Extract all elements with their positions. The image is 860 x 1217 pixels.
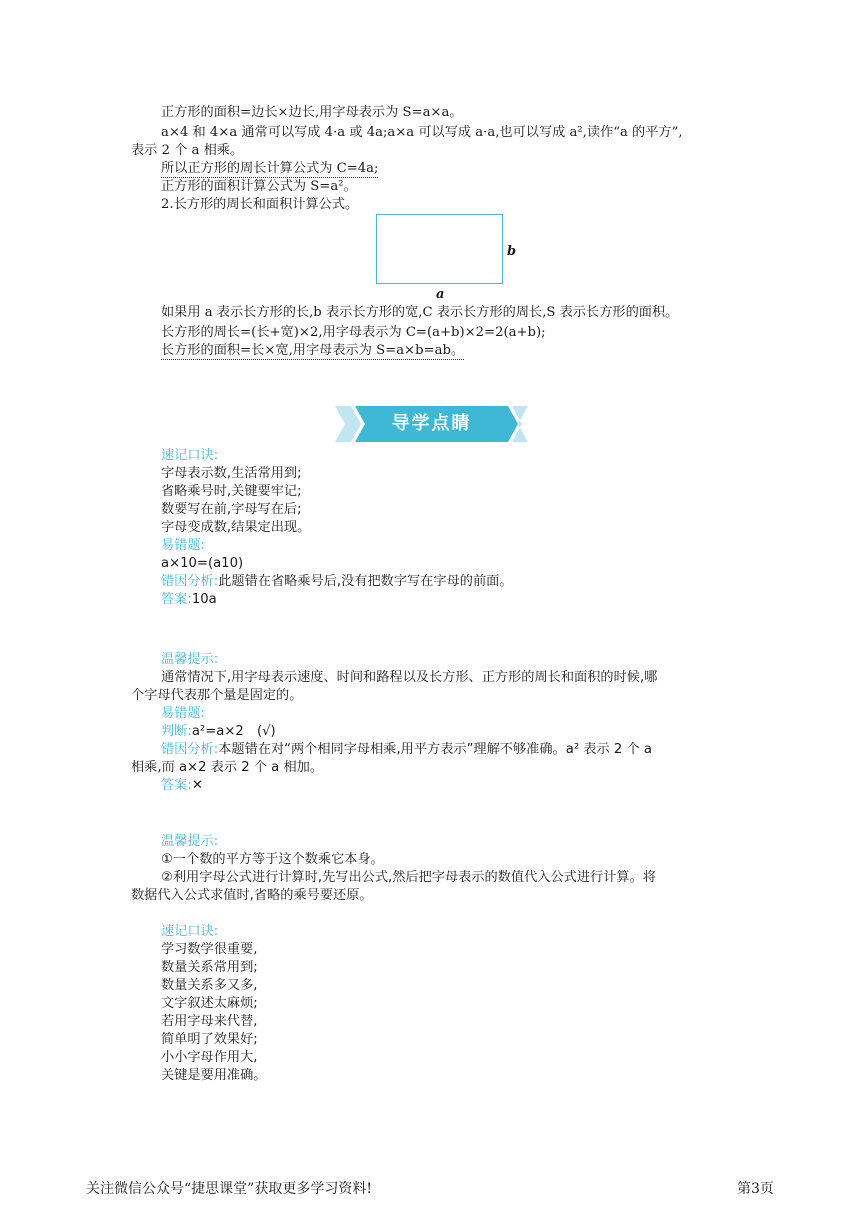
mnemonic-line: 数量关系多又多, bbox=[161, 978, 258, 993]
mnemonic-line: 关键是要用准确。 bbox=[161, 1068, 267, 1083]
footer-note: 关注微信公众号“捷思课堂”获取更多学习资料! bbox=[86, 1181, 372, 1197]
mnemonic-line: 学习数学很重要, bbox=[161, 942, 258, 957]
analysis-line bbox=[161, 741, 652, 758]
answer-line bbox=[161, 777, 203, 794]
error-label: 易错题: bbox=[161, 706, 206, 721]
tip-label: 温馨提示: bbox=[161, 834, 219, 849]
analysis-label: 错因分析: bbox=[161, 574, 219, 589]
rectangle-side-b-label: b bbox=[507, 244, 517, 259]
subheading: 2.长方形的周长和面积计算公式。 bbox=[161, 197, 359, 212]
text-line: 正方形的面积=边长×边长,用字母表示为 S=a×a。 bbox=[161, 105, 463, 120]
judge-line bbox=[161, 723, 276, 740]
mnemonic-line: 字母表示数,生活常用到; bbox=[161, 466, 302, 481]
analysis-text: 本题错在对“两个相同字母相乘,用平方表示”理解不够准确。a² 表示 2 个 a bbox=[218, 742, 652, 757]
answer-text: 10a bbox=[191, 592, 217, 607]
judge-text: a²=a×2 (√) bbox=[191, 724, 276, 739]
analysis-label: 错因分析: bbox=[161, 742, 219, 757]
text-line: 如果用 a 表示长方形的长,b 表示长方形的宽,C 表示长方形的周长,S 表示长方形的面积。 bbox=[161, 305, 679, 320]
emphasis-text: 所以正方形的周长计算公式为 C=4a; bbox=[161, 161, 379, 176]
mnemonic-line: 小小字母作用大, bbox=[161, 1050, 258, 1065]
page-number: 第3页 bbox=[737, 1181, 774, 1197]
error-item: a×10=(a10) bbox=[161, 556, 244, 571]
mnemonic-line: 字母变成数,结果定出现。 bbox=[161, 520, 311, 535]
mnemonic-line: 简单明了效果好; bbox=[161, 1032, 258, 1047]
mnemonic-line: 数量关系常用到; bbox=[161, 960, 258, 975]
analysis-line: 相乘,而 a×2 表示 2 个 a 相加。 bbox=[131, 760, 324, 775]
emphasis-text: 长方形的面积=长×宽,用字母表示为 S=a×b=ab。 bbox=[161, 343, 465, 358]
rectangle-figure bbox=[376, 214, 503, 284]
text-line: 长方形的周长=(长+宽)×2,用字母表示为 C=(a+b)×2=2(a+b); bbox=[161, 325, 546, 340]
mnemonic-line: 省略乘号时,关键要牢记; bbox=[161, 484, 302, 499]
mnemonic-label: 速记口诀: bbox=[161, 924, 219, 939]
tip-line: ②利用字母公式进行计算时,先写出公式,然后把字母表示的数值代入公式进行计算。将 bbox=[161, 870, 656, 885]
tip-line: ①一个数的平方等于这个数乘它本身。 bbox=[161, 852, 384, 867]
text-line: a×4 和 4×a 通常可以写成 4·a 或 4a;a×a 可以写成 a·a,也可以写成 a²,读作“a 的平方”, bbox=[161, 125, 683, 140]
answer-line bbox=[161, 591, 217, 608]
answer-label: 答案: bbox=[161, 592, 192, 607]
text-line bbox=[161, 342, 464, 359]
tip-line: 数据代入公式求值时,省略的乘号要还原。 bbox=[131, 888, 373, 903]
tip-line: 通常情况下,用字母表示速度、时间和路程以及长方形、正方形的周长和面积的时候,哪 bbox=[161, 670, 658, 685]
analysis-line bbox=[161, 573, 513, 590]
tip-label: 温馨提示: bbox=[161, 652, 219, 667]
mnemonic-label: 速记口诀: bbox=[161, 448, 219, 463]
mnemonic-line: 文字叙述太麻烦; bbox=[161, 996, 258, 1011]
answer-text: ✕ bbox=[191, 778, 203, 793]
banner-title: 导学点睛 bbox=[391, 413, 472, 434]
text-line: 正方形的面积计算公式为 S=a²。 bbox=[161, 179, 357, 194]
text-line bbox=[161, 160, 378, 177]
mnemonic-line: 数要写在前,字母写在后; bbox=[161, 502, 302, 517]
mnemonic-line: 若用字母来代替, bbox=[161, 1014, 258, 1029]
judge-label: 判断: bbox=[161, 724, 192, 739]
tip-line: 个字母代表那个量是固定的。 bbox=[131, 688, 303, 703]
text-line: 表示 2 个 a 相乘。 bbox=[131, 143, 244, 158]
error-label: 易错题: bbox=[161, 538, 206, 553]
analysis-text: 此题错在省略乘号后,没有把数字写在字母的前面。 bbox=[218, 574, 513, 589]
rectangle-side-a-label: a bbox=[436, 287, 445, 302]
answer-label: 答案: bbox=[161, 778, 192, 793]
